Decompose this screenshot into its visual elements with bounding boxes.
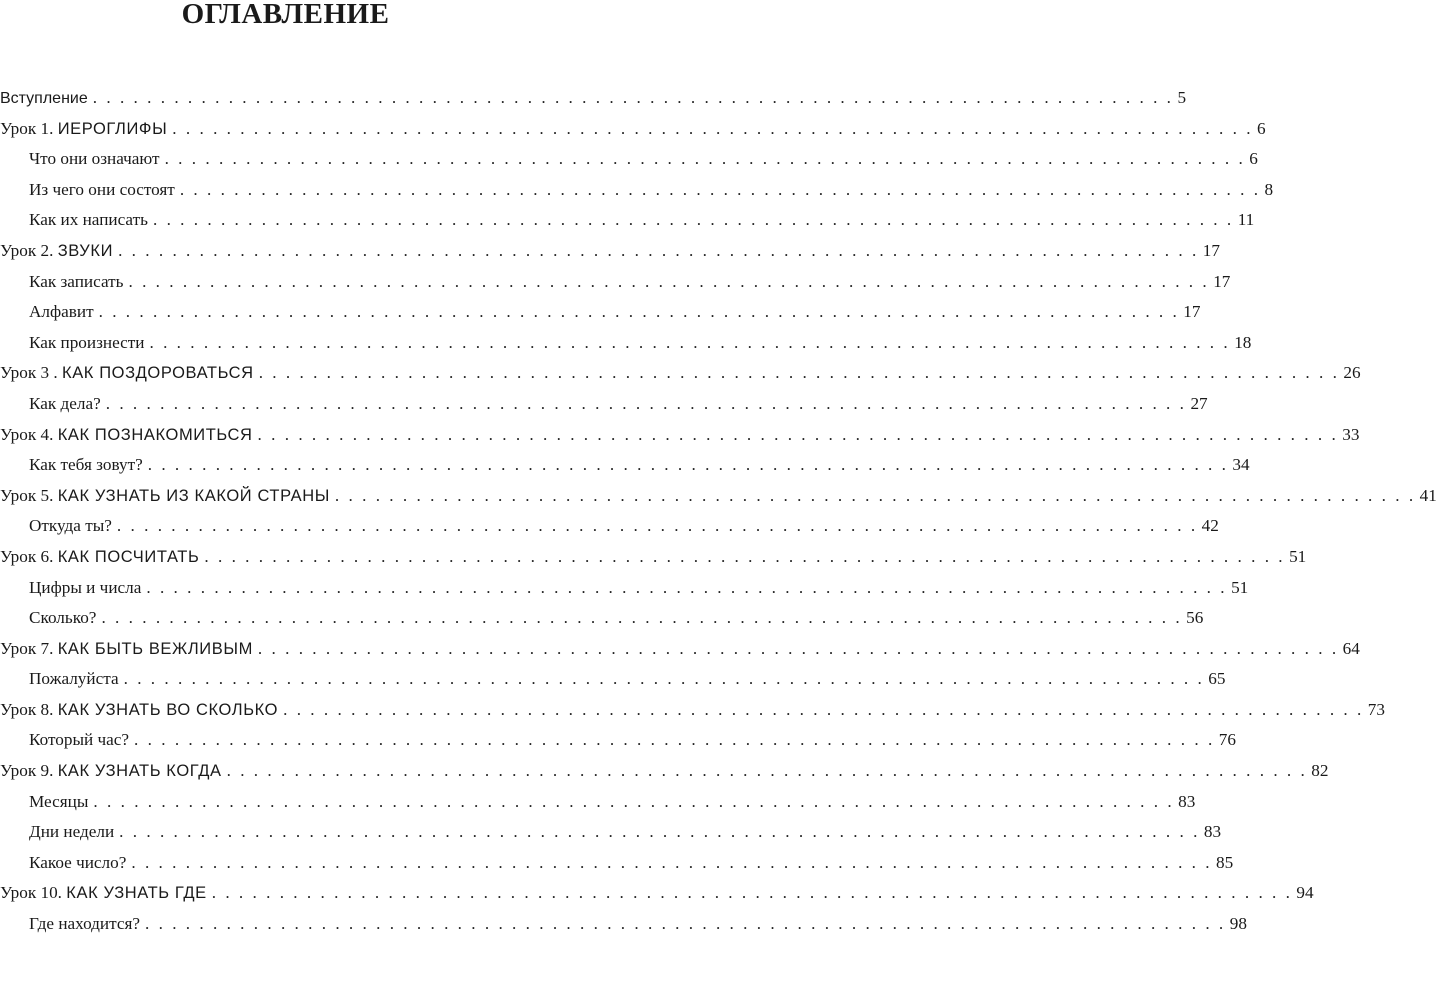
toc-entry[interactable]: [0, 424, 1360, 456]
toc-page-number: 8: [1264, 179, 1274, 199]
toc-entry-chapter-title: ИЕРОГЛИФЫ: [57, 119, 168, 138]
toc-page-number: 51: [1289, 546, 1307, 566]
dot-leader: . . . . . . . . . . . . . . . . . . . . . . . . . . . . . . . . . . . . . . . . . . . . . . . . . . . . . . . . . . . . . . . . . . . . . . . . . . . . . . . .: [211, 883, 1293, 903]
dot-leader: . . . . . . . . . . . . . . . . . . . . . . . . . . . . . . . . . . . . . . . . . . . . . . . . . . . . . . . . . . . . . . . . . . . . . . . . . . . . . . . .: [258, 363, 1340, 383]
dot-leader: . . . . . . . . . . . . . . . . . . . . . . . . . . . . . . . . . . . . . . . . . . . . . . . . . . . . . . . . . . . . . . . . . . . . . . . . . . . . . . . .: [179, 179, 1261, 199]
toc-subentry[interactable]: [0, 271, 1231, 303]
dot-leader: . . . . . . . . . . . . . . . . . . . . . . . . . . . . . . . . . . . . . . . . . . . . . . . . . . . . . . . . . . . . . . . . . . . . . . . . . . . . . . . .: [257, 424, 1339, 444]
dot-leader: . . . . . . . . . . . . . . . . . . . . . . . . . . . . . . . . . . . . . . . . . . . . . . . . . . . . . . . . . . . . . . . . . . . . . . . . . . . . . . . .: [119, 822, 1200, 842]
toc-entry-label: Месяцы: [29, 791, 89, 811]
dot-leader: . . . . . . . . . . . . . . . . . . . . . . . . . . . . . . . . . . . . . . . . . . . . . . . . . . . . . . . . . . . . . . . . . . . . . . . . . . . . . . . .: [123, 669, 1205, 689]
toc-entry-label: Алфавит: [29, 302, 94, 322]
toc-entry[interactable]: [0, 638, 1360, 670]
toc-page-number: 5: [1177, 88, 1187, 107]
toc-page-number: 17: [1213, 271, 1231, 291]
toc-entry-label: Как дела?: [29, 393, 101, 413]
dot-leader: . . . . . . . . . . . . . . . . . . . . . . . . . . . . . . . . . . . . . . . . . . . . . . . . . . . . . . . . . . . . . . . . . . . . . . . . . . . . . . . .: [149, 332, 1231, 352]
toc-page-number: 33: [1342, 424, 1360, 444]
toc-page-number: 27: [1190, 393, 1208, 413]
toc-entry-label: Как произнести: [29, 332, 145, 352]
toc-entry-label: Урок 10. КАК УЗНАТЬ ГДЕ: [0, 883, 207, 903]
toc-entry-chapter-title: КАК УЗНАТЬ КОГДА: [57, 762, 222, 781]
dot-leader: . . . . . . . . . . . . . . . . . . . . . . . . . . . . . . . . . . . . . . . . . . . . . . . . . . . . . . . . . . . . . . . . . . . . . . . . . . . . . . . .: [204, 546, 1286, 566]
toc-entry-label: Дни недели: [29, 822, 115, 842]
toc-subentry[interactable]: [0, 730, 1236, 761]
toc-page-number: 73: [1367, 699, 1385, 719]
toc-entry-label: Вступление: [0, 90, 88, 107]
dot-leader: . . . . . . . . . . . . . . . . . . . . . . . . . . . . . . . . . . . . . . . . . . . . . . . . . . . . . . . . . . . . . . . . . . . . . . . . . . . . . . . .: [164, 149, 1246, 169]
toc-entry-label: Урок 4. КАК ПОЗНАКОМИТЬСЯ: [0, 424, 253, 444]
toc-subentry[interactable]: [0, 608, 1204, 639]
toc-entry[interactable]: [0, 88, 1187, 119]
toc-entry-chapter-title: КАК БЫТЬ ВЕЖЛИВЫМ: [57, 639, 253, 658]
dot-leader: . . . . . . . . . . . . . . . . . . . . . . . . . . . . . . . . . . . . . . . . . . . . . . . . . . . . . . . . . . . . . . . . . . . . . . . . . . . . . . . .: [116, 516, 1198, 536]
toc-subentry[interactable]: [0, 210, 1255, 241]
dot-leader: . . . . . . . . . . . . . . . . . . . . . . . . . . . . . . . . . . . . . . . . . . . . . . . . . . . . . . . . . . . . . . . . . . . . . . . . . . . . . . . .: [131, 852, 1213, 872]
toc-subentry[interactable]: [0, 822, 1222, 853]
dot-leader: . . . . . . . . . . . . . . . . . . . . . . . . . . . . . . . . . . . . . . . . . . . . . . . . . . . . . . . . . . . . . . . . . . . . . . . . . . . . . . . .: [92, 88, 1174, 107]
toc-subentry[interactable]: [0, 791, 1196, 823]
toc-subentry[interactable]: [0, 332, 1252, 364]
toc-page-number: 85: [1216, 852, 1234, 872]
page-title: ОГЛАВЛЕНИЕ: [181, 0, 390, 30]
dot-leader: . . . . . . . . . . . . . . . . . . . . . . . . . . . . . . . . . . . . . . . . . . . . . . . . . . . . . . . . . . . . . . . . . . . . . . . . . . . . . . . .: [128, 271, 1210, 291]
toc-entry-label: Урок 1. ИЕРОГЛИФЫ: [0, 118, 168, 138]
toc-entry-label: Урок 8. КАК УЗНАТЬ ВО СКОЛЬКО: [0, 699, 279, 719]
toc-page-number: 6: [1256, 118, 1266, 138]
dot-leader: . . . . . . . . . . . . . . . . . . . . . . . . . . . . . . . . . . . . . . . . . . . . . . . . . . . . . . . . . . . . . . . . . . . . . . . . . . . . . . . .: [226, 761, 1308, 781]
toc-page-number: 64: [1342, 638, 1360, 658]
dot-leader: . . . . . . . . . . . . . . . . . . . . . . . . . . . . . . . . . . . . . . . . . . . . . . . . . . . . . . . . . . . . . . . . . . . . . . . . . . . . . . . .: [101, 608, 1183, 628]
toc-entry-chapter-title: КАК УЗНАТЬ ГДЕ: [66, 884, 207, 903]
toc-page-number: 98: [1229, 914, 1247, 934]
dot-leader: . . . . . . . . . . . . . . . . . . . . . . . . . . . . . . . . . . . . . . . . . . . . . . . . . . . . . . . . . . . . . . . . . . . . . . . . . . . . . . . .: [118, 240, 1199, 260]
dot-leader: . . . . . . . . . . . . . . . . . . . . . . . . . . . . . . . . . . . . . . . . . . . . . . . . . . . . . . . . . . . . . . . . . . . . . . . . . . . . . . . .: [93, 791, 1175, 811]
toc-entry[interactable]: [0, 118, 1266, 150]
toc-entry-label: Как записать: [29, 271, 124, 291]
dot-leader: . . . . . . . . . . . . . . . . . . . . . . . . . . . . . . . . . . . . . . . . . . . . . . . . . . . . . . . . . . . . . . . . . . . . . . . . . . . . . . . .: [134, 730, 1215, 750]
table-of-contents: [0, 88, 1437, 945]
dot-leader: . . . . . . . . . . . . . . . . . . . . . . . . . . . . . . . . . . . . . . . . . . . . . . . . . . . . . . . . . . . . . . . . . . . . . . . . . . . . . . . .: [145, 914, 1226, 934]
toc-page-number: 11: [1237, 210, 1255, 230]
toc-page-number: 42: [1201, 516, 1219, 536]
toc-entry-label: Из чего они состоят: [29, 179, 175, 199]
toc-entry[interactable]: [0, 761, 1329, 792]
toc-subentry[interactable]: [0, 455, 1250, 486]
toc-page-number: 76: [1218, 730, 1236, 750]
toc-page-number: 56: [1186, 608, 1204, 628]
toc-entry-chapter-title: КАК УЗНАТЬ ИЗ КАКОЙ СТРАНЫ: [57, 486, 330, 505]
toc-entry-chapter-title: ЗВУКИ: [57, 241, 114, 260]
toc-subentry[interactable]: [0, 302, 1201, 333]
dot-leader: . . . . . . . . . . . . . . . . . . . . . . . . . . . . . . . . . . . . . . . . . . . . . . . . . . . . . . . . . . . . . . . . . . . . . . . . . . . . . . . .: [334, 485, 1416, 505]
toc-page-number: 26: [1343, 363, 1361, 383]
toc-entry-chapter-title: КАК ПОСЧИТАТЬ: [57, 547, 200, 566]
toc-entry-label: Урок 6. КАК ПОСЧИТАТЬ: [0, 546, 200, 566]
dot-leader: . . . . . . . . . . . . . . . . . . . . . . . . . . . . . . . . . . . . . . . . . . . . . . . . . . . . . . . . . . . . . . . . . . . . . . . . . . . . . . . .: [146, 577, 1228, 597]
toc-entry-label: Урок 5. КАК УЗНАТЬ ИЗ КАКОЙ СТРАНЫ: [0, 485, 330, 505]
toc-subentry[interactable]: [0, 914, 1247, 945]
toc-entry-label: Который час?: [29, 730, 130, 750]
toc-subentry[interactable]: [0, 516, 1219, 547]
toc-page-number: 17: [1202, 240, 1220, 260]
toc-subentry[interactable]: [0, 149, 1258, 180]
toc-entry[interactable]: [0, 485, 1437, 517]
toc-entry-label: Какое число?: [29, 852, 127, 872]
toc-entry-label: Откуда ты?: [29, 516, 112, 536]
toc-page-number: 83: [1178, 791, 1196, 811]
toc-page-number: 83: [1203, 822, 1222, 842]
dot-leader: . . . . . . . . . . . . . . . . . . . . . . . . . . . . . . . . . . . . . . . . . . . . . . . . . . . . . . . . . . . . . . . . . . . . . . . . . . . . . . . .: [98, 302, 1180, 322]
toc-entry-label: Сколько?: [29, 608, 97, 628]
toc-entry-chapter-title: КАК УЗНАТЬ ВО СКОЛЬКО: [57, 700, 279, 719]
toc-entry[interactable]: [0, 240, 1220, 272]
toc-page-number: 17: [1183, 302, 1201, 322]
toc-page-number: 94: [1296, 883, 1314, 903]
toc-entry-chapter-title: КАК ПОЗНАКОМИТЬСЯ: [57, 425, 253, 444]
toc-subentry[interactable]: [0, 393, 1208, 425]
dot-leader: . . . . . . . . . . . . . . . . . . . . . . . . . . . . . . . . . . . . . . . . . . . . . . . . . . . . . . . . . . . . . . . . . . . . . . . . . . . . . . . .: [105, 393, 1187, 413]
toc-page-number: 41: [1419, 485, 1437, 505]
toc-subentry[interactable]: [0, 669, 1226, 700]
toc-entry-label: Урок 9. КАК УЗНАТЬ КОГДА: [0, 761, 222, 781]
dot-leader: . . . . . . . . . . . . . . . . . . . . . . . . . . . . . . . . . . . . . . . . . . . . . . . . . . . . . . . . . . . . . . . . . . . . . . . . . . . . . . . .: [172, 118, 1253, 138]
dot-leader: . . . . . . . . . . . . . . . . . . . . . . . . . . . . . . . . . . . . . . . . . . . . . . . . . . . . . . . . . . . . . . . . . . . . . . . . . . . . . . . .: [147, 455, 1229, 475]
toc-entry[interactable]: [0, 546, 1307, 578]
toc-entry[interactable]: [0, 363, 1361, 394]
toc-page-number: 65: [1208, 669, 1226, 689]
toc-subentry[interactable]: [0, 577, 1249, 609]
toc-entry-label: Где находится?: [29, 914, 141, 934]
toc-entry-label: Как их написать: [29, 210, 148, 230]
toc-subentry[interactable]: [0, 179, 1274, 211]
dot-leader: . . . . . . . . . . . . . . . . . . . . . . . . . . . . . . . . . . . . . . . . . . . . . . . . . . . . . . . . . . . . . . . . . . . . . . . . . . . . . . . .: [257, 638, 1339, 658]
toc-subentry[interactable]: [0, 852, 1234, 884]
toc-entry-label: Урок 2. ЗВУКИ: [0, 240, 114, 260]
toc-entry-label: Пожалуйста: [29, 669, 119, 689]
toc-entry-label: Как тебя зовут?: [29, 455, 143, 475]
dot-leader: . . . . . . . . . . . . . . . . . . . . . . . . . . . . . . . . . . . . . . . . . . . . . . . . . . . . . . . . . . . . . . . . . . . . . . . . . . . . . . . .: [152, 210, 1234, 230]
toc-entry-label: Что они означают: [29, 149, 160, 169]
toc-entry-label: Цифры и числа: [29, 577, 142, 597]
toc-page-number: 82: [1311, 761, 1329, 781]
dot-leader: . . . . . . . . . . . . . . . . . . . . . . . . . . . . . . . . . . . . . . . . . . . . . . . . . . . . . . . . . . . . . . . . . . . . . . . . . . . . . . . .: [283, 699, 1364, 719]
toc-entry[interactable]: [0, 699, 1385, 731]
toc-page-number: 34: [1232, 455, 1250, 475]
toc-page-number: 18: [1234, 332, 1252, 352]
toc-page-number: 51: [1231, 577, 1249, 597]
toc-entry-label: Урок 7. КАК БЫТЬ ВЕЖЛИВЫМ: [0, 638, 253, 658]
toc-page-number: 6: [1249, 149, 1258, 169]
toc-entry-label: Урок 3 . КАК ПОЗДОРОВАТЬСЯ: [0, 363, 254, 383]
toc-entry[interactable]: [0, 883, 1314, 914]
toc-entry-chapter-title: КАК ПОЗДОРОВАТЬСЯ: [61, 364, 254, 383]
